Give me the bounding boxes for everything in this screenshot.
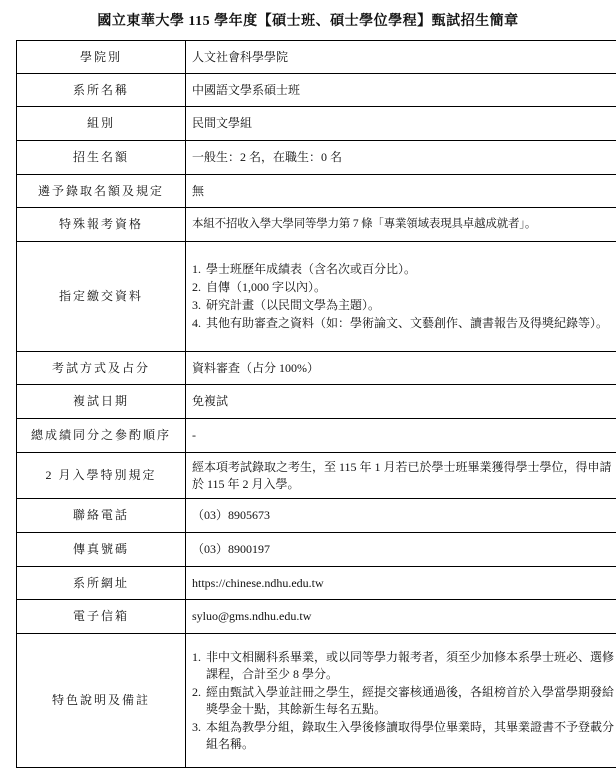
row-value-extra-admission: 無: [186, 175, 616, 208]
table-row: [17, 499, 616, 533]
row-label-email: 電子信箱: [17, 600, 186, 634]
row-label-department: 系所名稱: [17, 74, 186, 107]
row-value-february-admission: 經本項考試錄取之考生，至 115 年 1 月若已於學士班畢業獲得學士學位，得申請於 115 年 2 月入學。: [186, 453, 616, 499]
row-label-extra-admission: 遴予錄取名額及規定: [17, 175, 186, 208]
list-item: 3. 本組為教學分組，錄取生入學後修讀取得學位畢業時，其畢業證書不予登載分組名稱。: [192, 719, 615, 751]
row-value-college: 人文社會科學學院: [186, 41, 616, 74]
table-row: [17, 208, 616, 242]
table-row: [17, 74, 616, 107]
row-label-college: 學院別: [17, 41, 186, 74]
required-documents-list: [192, 261, 614, 332]
row-value-required-documents: [186, 242, 616, 352]
list-item: 3. 研究計畫（以民間文學為主題）。: [192, 298, 381, 312]
row-value-phone: （03）8905673: [186, 499, 616, 533]
table-row: [17, 141, 616, 175]
admission-info-table: [16, 40, 616, 768]
row-value-email[interactable]: syluo@gms.ndhu.edu.tw: [186, 600, 616, 634]
row-label-group: 組別: [17, 107, 186, 141]
table-row: [17, 419, 616, 453]
row-value-quota: 一般生：2 名，在職生：0 名: [186, 141, 616, 175]
table-row: [17, 41, 616, 74]
row-value-notes: [186, 634, 616, 768]
row-label-notes: 特色說明及備註: [17, 634, 186, 768]
table-row: [17, 385, 616, 419]
row-label-tie-break-order: 總成績同分之參酌順序: [17, 419, 186, 453]
row-value-department: 中國語文學系碩士班: [186, 74, 616, 107]
row-label-february-admission: 2 月入學特別規定: [17, 453, 186, 499]
table-row: [17, 533, 616, 567]
row-label-special-eligibility: 特殊報考資格: [17, 208, 186, 242]
row-label-exam-method: 考試方式及占分: [17, 352, 186, 385]
row-value-group: 民間文學組: [186, 107, 616, 141]
row-value-website[interactable]: https://chinese.ndhu.edu.tw: [186, 567, 616, 600]
document-title: 國立東華大學 115 學年度【碩士班、碩士學位學程】甄試招生簡章: [97, 14, 519, 29]
table-row: [17, 453, 616, 499]
row-value-fax: （03）8900197: [186, 533, 616, 567]
row-label-fax: 傳真號碼: [17, 533, 186, 567]
row-value-tie-break-order: -: [186, 419, 616, 453]
row-label-website: 系所網址: [17, 567, 186, 600]
table-row: [17, 600, 616, 634]
list-item: 4. 其他有助審查之資料（如：學術論文、文藝創作、讀書報告及得獎紀錄等）。: [192, 316, 609, 330]
row-label-phone: 聯絡電話: [17, 499, 186, 533]
list-item: 2. 自傳（1,000 字以內）。: [192, 280, 327, 294]
table-row: [17, 567, 616, 600]
table-row: [17, 352, 616, 385]
list-item: 1. 學士班歷年成績表（含名次或百分比）。: [192, 262, 417, 276]
row-label-second-round-date: 複試日期: [17, 385, 186, 419]
list-item: 1. 非中文相關科系畢業，或以同等學力報考者，須至少加修本系學士班必、選修課程，合計至少 8 學分。: [192, 649, 615, 681]
list-item: 2. 經由甄試入學並註冊之學生，經提交審核通過後，各組榜首於入學當學期發給獎學金十點，其餘新生每名五點。: [192, 684, 615, 716]
row-value-special-eligibility: 本組不招收入學大學同等學力第 7 條「專業領域表現具卓越成就者」。: [186, 208, 616, 242]
table-row: [17, 242, 616, 352]
row-value-second-round-date: 免複試: [186, 385, 616, 419]
notes-list: [192, 649, 614, 753]
table-row: [17, 107, 616, 141]
row-label-quota: 招生名額: [17, 141, 186, 175]
table-row: [17, 175, 616, 208]
row-value-exam-method: 資料審查（占分 100%）: [186, 352, 616, 385]
table-row: [17, 634, 616, 768]
row-label-required-documents: 指定繳交資料: [17, 242, 186, 352]
